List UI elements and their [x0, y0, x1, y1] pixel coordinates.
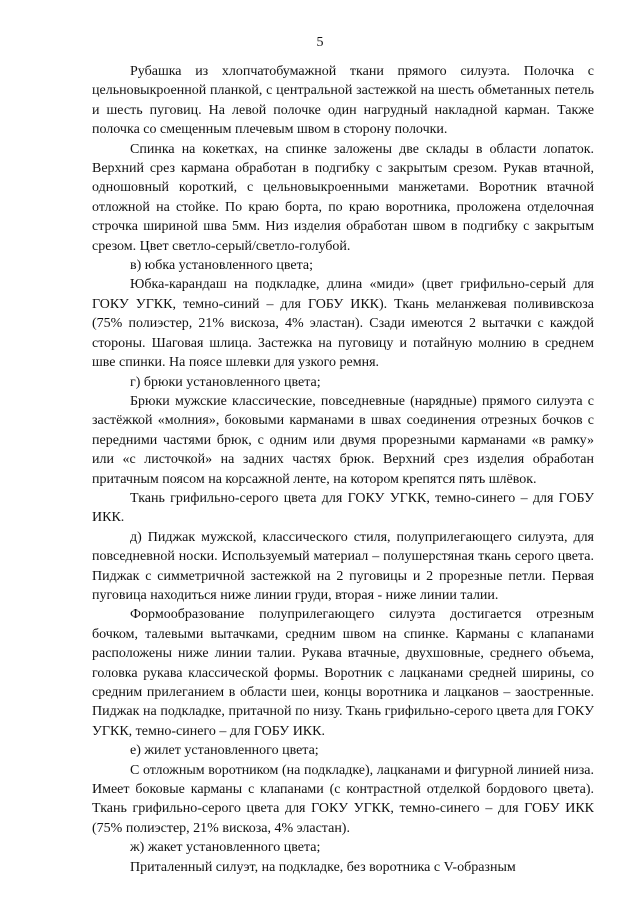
document-body: [92, 62, 594, 877]
paragraph-trousers-heading: г) брюки установленного цвета;: [130, 374, 321, 390]
paragraph-trousers-fabric: Ткань грифильно-серого цвета для ГОКУ УГКК, темно-синего – для ГОБУ ИКК.: [92, 490, 594, 526]
page-number: 5: [316, 35, 324, 50]
paragraph-blazer-heading: ж) жакет установленного цвета;: [130, 840, 321, 856]
paragraph-blazer-description: Приталенный силуэт, на подкладке, без воротника с V-образным: [130, 859, 516, 875]
paragraph-skirt-description: Юбка-карандаш на подкладке, длина «миди» (цвет грифильно-серый для ГОКУ УГКК, темно-синий – для ГОБУ ИКК). Ткань меланжевая полививскоза (75% полиэстер, 21% вискоза, 4% эластан). Сзади имеются 2 вытачки с каждой стороны. Шаговая шлица. Застежка на пуговицу и потайную молнию в среднем шве спинки. На поясе шлевки для узкого ремня.: [92, 277, 594, 371]
paragraph-skirt-heading: в) юбка установленного цвета;: [130, 258, 313, 274]
paragraph-shirt-description: Рубашка из хлопчатобумажной ткани прямого силуэта. Полочка с цельновыкроенной планкой, с центральной застежкой на шесть обметанных петель и шесть пуговиц. На левой полочке один нагрудный накладной карман. Также полочка со смещенным плечевым швом в сторону полочки.: [92, 64, 594, 138]
paragraph-vest-heading: е) жилет установленного цвета;: [130, 743, 319, 759]
paragraph-shirt-back: Спинка на кокетках, на спинке заложены две склады в области лопаток. Верхний срез кармана обработан в подгибку с закрытым срезом. Рукав втачной, одношовный короткий, с цельновыкроенными манжетами. Воротник втачной отложной на стойке. По краю борта, по краю воротника, проложена отделочная строчка шириной шва 5мм. Низ изделия обработан швом в подгибку с закрытым срезом. Цвет светло-серый/светло-голубой.: [92, 141, 594, 254]
paragraph-jacket-shaping: Формообразование полуприлегающего силуэта достигается отрезным бочком, талевыми вытачками, средним швом на спинке. Карманы с клапанами расположены ниже линии талии. Рукава втачные, двухшовные, среднего объема, головка рукава классической формы. Воротник с лацканами средней ширины, со средним прилеганием в области шеи, концы воротника и лацканов – заостренные. Пиджак на подкладке, притачной по низу. Ткань грифильно-серого цвета для ГОКУ УГКК, темно-синего – для ГОБУ ИКК.: [92, 607, 594, 739]
paragraph-vest-description: С отложным воротником (на подкладке), лацканами и фигурной линией низа. Имеет боковые карманы с клапанами (с контрастной отделкой бордового цвета). Ткань грифильно-серого цвета для ГОКУ УГКК, темно-синего – для ГОБУ ИКК (75% полиэстер, 21% вискоза, 4% эластан).: [92, 762, 594, 836]
paragraph-trousers-description: Брюки мужские классические, повседневные (нарядные) прямого силуэта с застёжкой «молния», боковыми карманами в швах соединения отрезных бочков с передними частями брюк, с одним или двумя прорезными карманами «в рамку» или «с листочкой» на задних частях брюк. Верхний срез изделия обработан притачным поясом на корсажной ленте, на котором крепятся пять шлёвок.: [92, 393, 594, 487]
paragraph-jacket-heading: д) Пиджак мужской, классического стиля, полуприлегающего силуэта, для повседневной носки. Используемый материал – полушерстяная ткань серого цвета. Пиджак с симметричной застежкой на 2 пуговицы и 2 прорезные петли. Первая пуговица находиться ниже линии груди, вторая - ниже линии талии.: [92, 529, 594, 603]
